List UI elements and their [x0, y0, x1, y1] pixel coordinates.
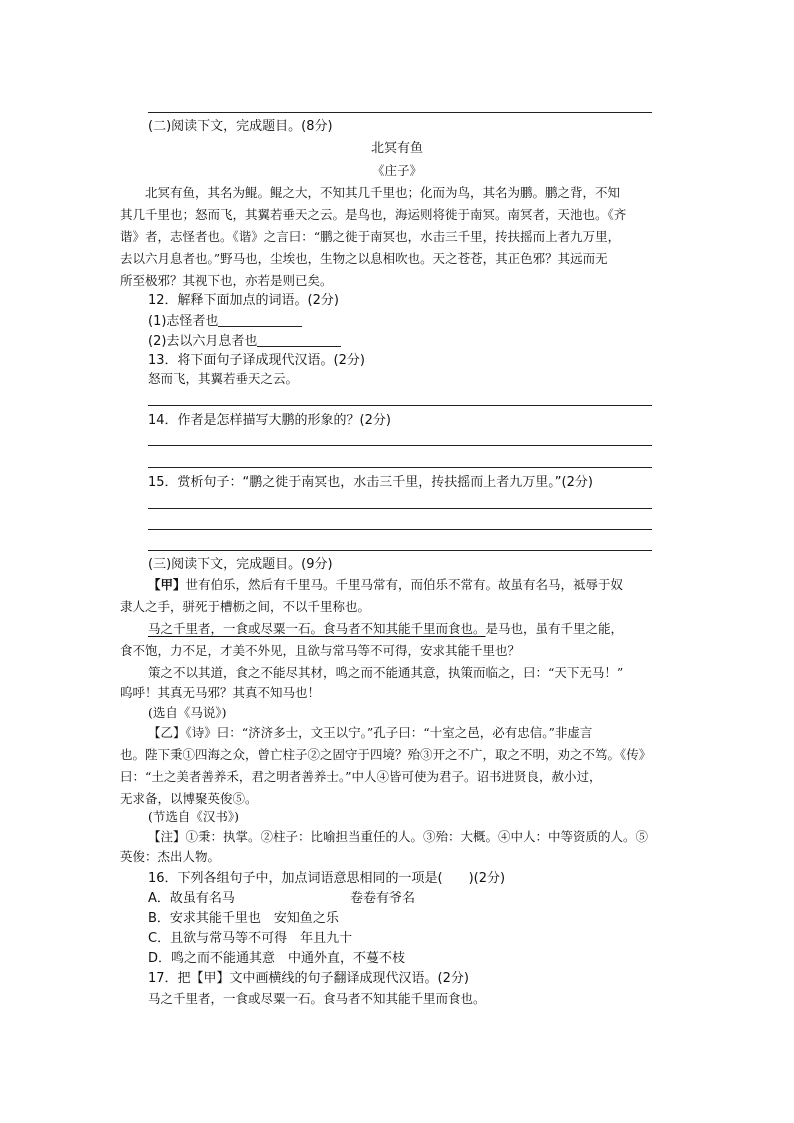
- note-line: 英俊：杰出人物。: [120, 849, 221, 864]
- question-15: 15．赏析句子：“鹏之徙于南冥也，水击三千里，抟扶摇而上者九万里。”(2分): [148, 475, 593, 490]
- yi-source: (节选自《汉书》): [148, 809, 240, 824]
- passage-line: 其几千里也；怒而飞，其翼若垂天之云。是鸟也，海运则将徙于南冥。南冥者，天池也。《齐: [120, 207, 627, 222]
- jia-line: 策之不以其道，食之不能尽其材，鸣之而不能通其意，执策而临之，曰：“天下无马！”: [148, 665, 624, 680]
- passage-author: 《庄子》: [371, 163, 422, 178]
- answer-line[interactable]: [148, 445, 652, 446]
- question-12: 12．解释下面加点的词语。(2分): [148, 293, 339, 308]
- jia-line: 呜呼！其真无马邪？其真不知马也！: [120, 685, 321, 700]
- yi-line: 无求备，以博聚英俊⑤。: [120, 791, 258, 806]
- yi-line: 【乙】《诗》曰：“济济多士，文王以宁。”孔子曰：“十室之邑，必有忠信。”非虚言: [148, 725, 593, 740]
- passage-line: 北冥有鱼，其名为鲲。鲲之大，不知其几千里也；化而为鸟，其名为鹏。鹏之背，不知: [145, 185, 621, 200]
- section-heading-3: (三)阅读下文，完成题目。(9分): [148, 557, 333, 572]
- jia-line: 隶人之手，骈死于槽枥之间，不以千里称也。: [120, 599, 371, 614]
- passage-title: 北冥有鱼: [370, 141, 423, 156]
- question-12-item-2: (2)去以六月息者也: [148, 332, 341, 351]
- question-12-item-1: (1)志怪者也: [148, 312, 302, 331]
- question-16: 16．下列各组句子中，加点词语意思相同的一项是( )(2分): [148, 871, 506, 886]
- section-heading-2: (二)阅读下文，完成题目。(8分): [148, 119, 333, 134]
- answer-line: [148, 112, 652, 113]
- answer-line[interactable]: [148, 467, 652, 468]
- option-a: A．故虽有名马 卷卷有爷名: [148, 891, 416, 906]
- note-line: 【注】①秉：执掌。②柱子：比喻担当重任的人。③殆：大概。④中人：中等资质的人。⑤: [148, 829, 649, 844]
- answer-blank[interactable]: [257, 332, 341, 347]
- passage-line: 所至极邪？其视下也，亦若是则已矣。: [120, 273, 333, 288]
- yi-line: 曰：“土之美者善养禾，君之明者善养士。”中人④皆可使为君子。诏书进贤良，赦小过，: [120, 769, 602, 784]
- underlined-sentence: 马之千里者，一食或尽粟一石。食马者不知其能千里而食也。: [148, 621, 486, 636]
- option-c: C．且欲与常马等不可得 年且九十: [148, 931, 353, 946]
- question-17: 17．把【甲】文中画横线的句子翻译成现代汉语。(2分): [148, 971, 469, 986]
- passage-line: 去以六月息者也。”野马也，尘埃也，生物之以息相吹也。天之苍苍，其正色邪？其远而无: [120, 251, 608, 266]
- answer-line[interactable]: [148, 405, 652, 406]
- option-b: B．安求其能千里也 安知鱼之乐: [148, 911, 339, 926]
- jia-line: 马之千里者，一食或尽粟一石。食马者不知其能千里而食也。是马也，虽有千里之能，: [148, 621, 624, 636]
- yi-line: 也。陛下秉①四海之众，曾亡柱子②之固守于四境？殆③开之不广，取之不明，劝之不笃。《传》: [120, 747, 652, 762]
- answer-blank[interactable]: [218, 312, 302, 327]
- jia-line: 【甲】世有伯乐，然后有千里马。千里马常有，而伯乐不常有。故虽有名马，祗辱于奴: [148, 577, 624, 592]
- answer-line[interactable]: [148, 529, 652, 530]
- jia-line: 食不饱，力不足，才美不外见，且欲与常马等不可得，安求其能千里也？: [120, 643, 521, 658]
- question-13: 13．将下面句子译成现代汉语。(2分): [148, 353, 365, 368]
- jia-source: (选自《马说》): [148, 705, 227, 720]
- answer-line[interactable]: [148, 550, 652, 551]
- answer-line[interactable]: [148, 508, 652, 509]
- question-13-sentence: 怒而飞，其翼若垂天之云。: [148, 371, 299, 386]
- option-d: D．鸣之而不能通其意 中通外直，不蔓不枝: [148, 951, 406, 966]
- question-14: 14．作者是怎样描写大鹏的形象的？(2分): [148, 413, 391, 428]
- question-17-sentence: 马之千里者，一食或尽粟一石。食马者不知其能千里而食也。: [148, 991, 486, 1006]
- passage-line: 谐》者，志怪者也。《谐》之言曰：“鹏之徙于南冥也，水击三千里，抟扶摇而上者九万里，: [120, 229, 621, 244]
